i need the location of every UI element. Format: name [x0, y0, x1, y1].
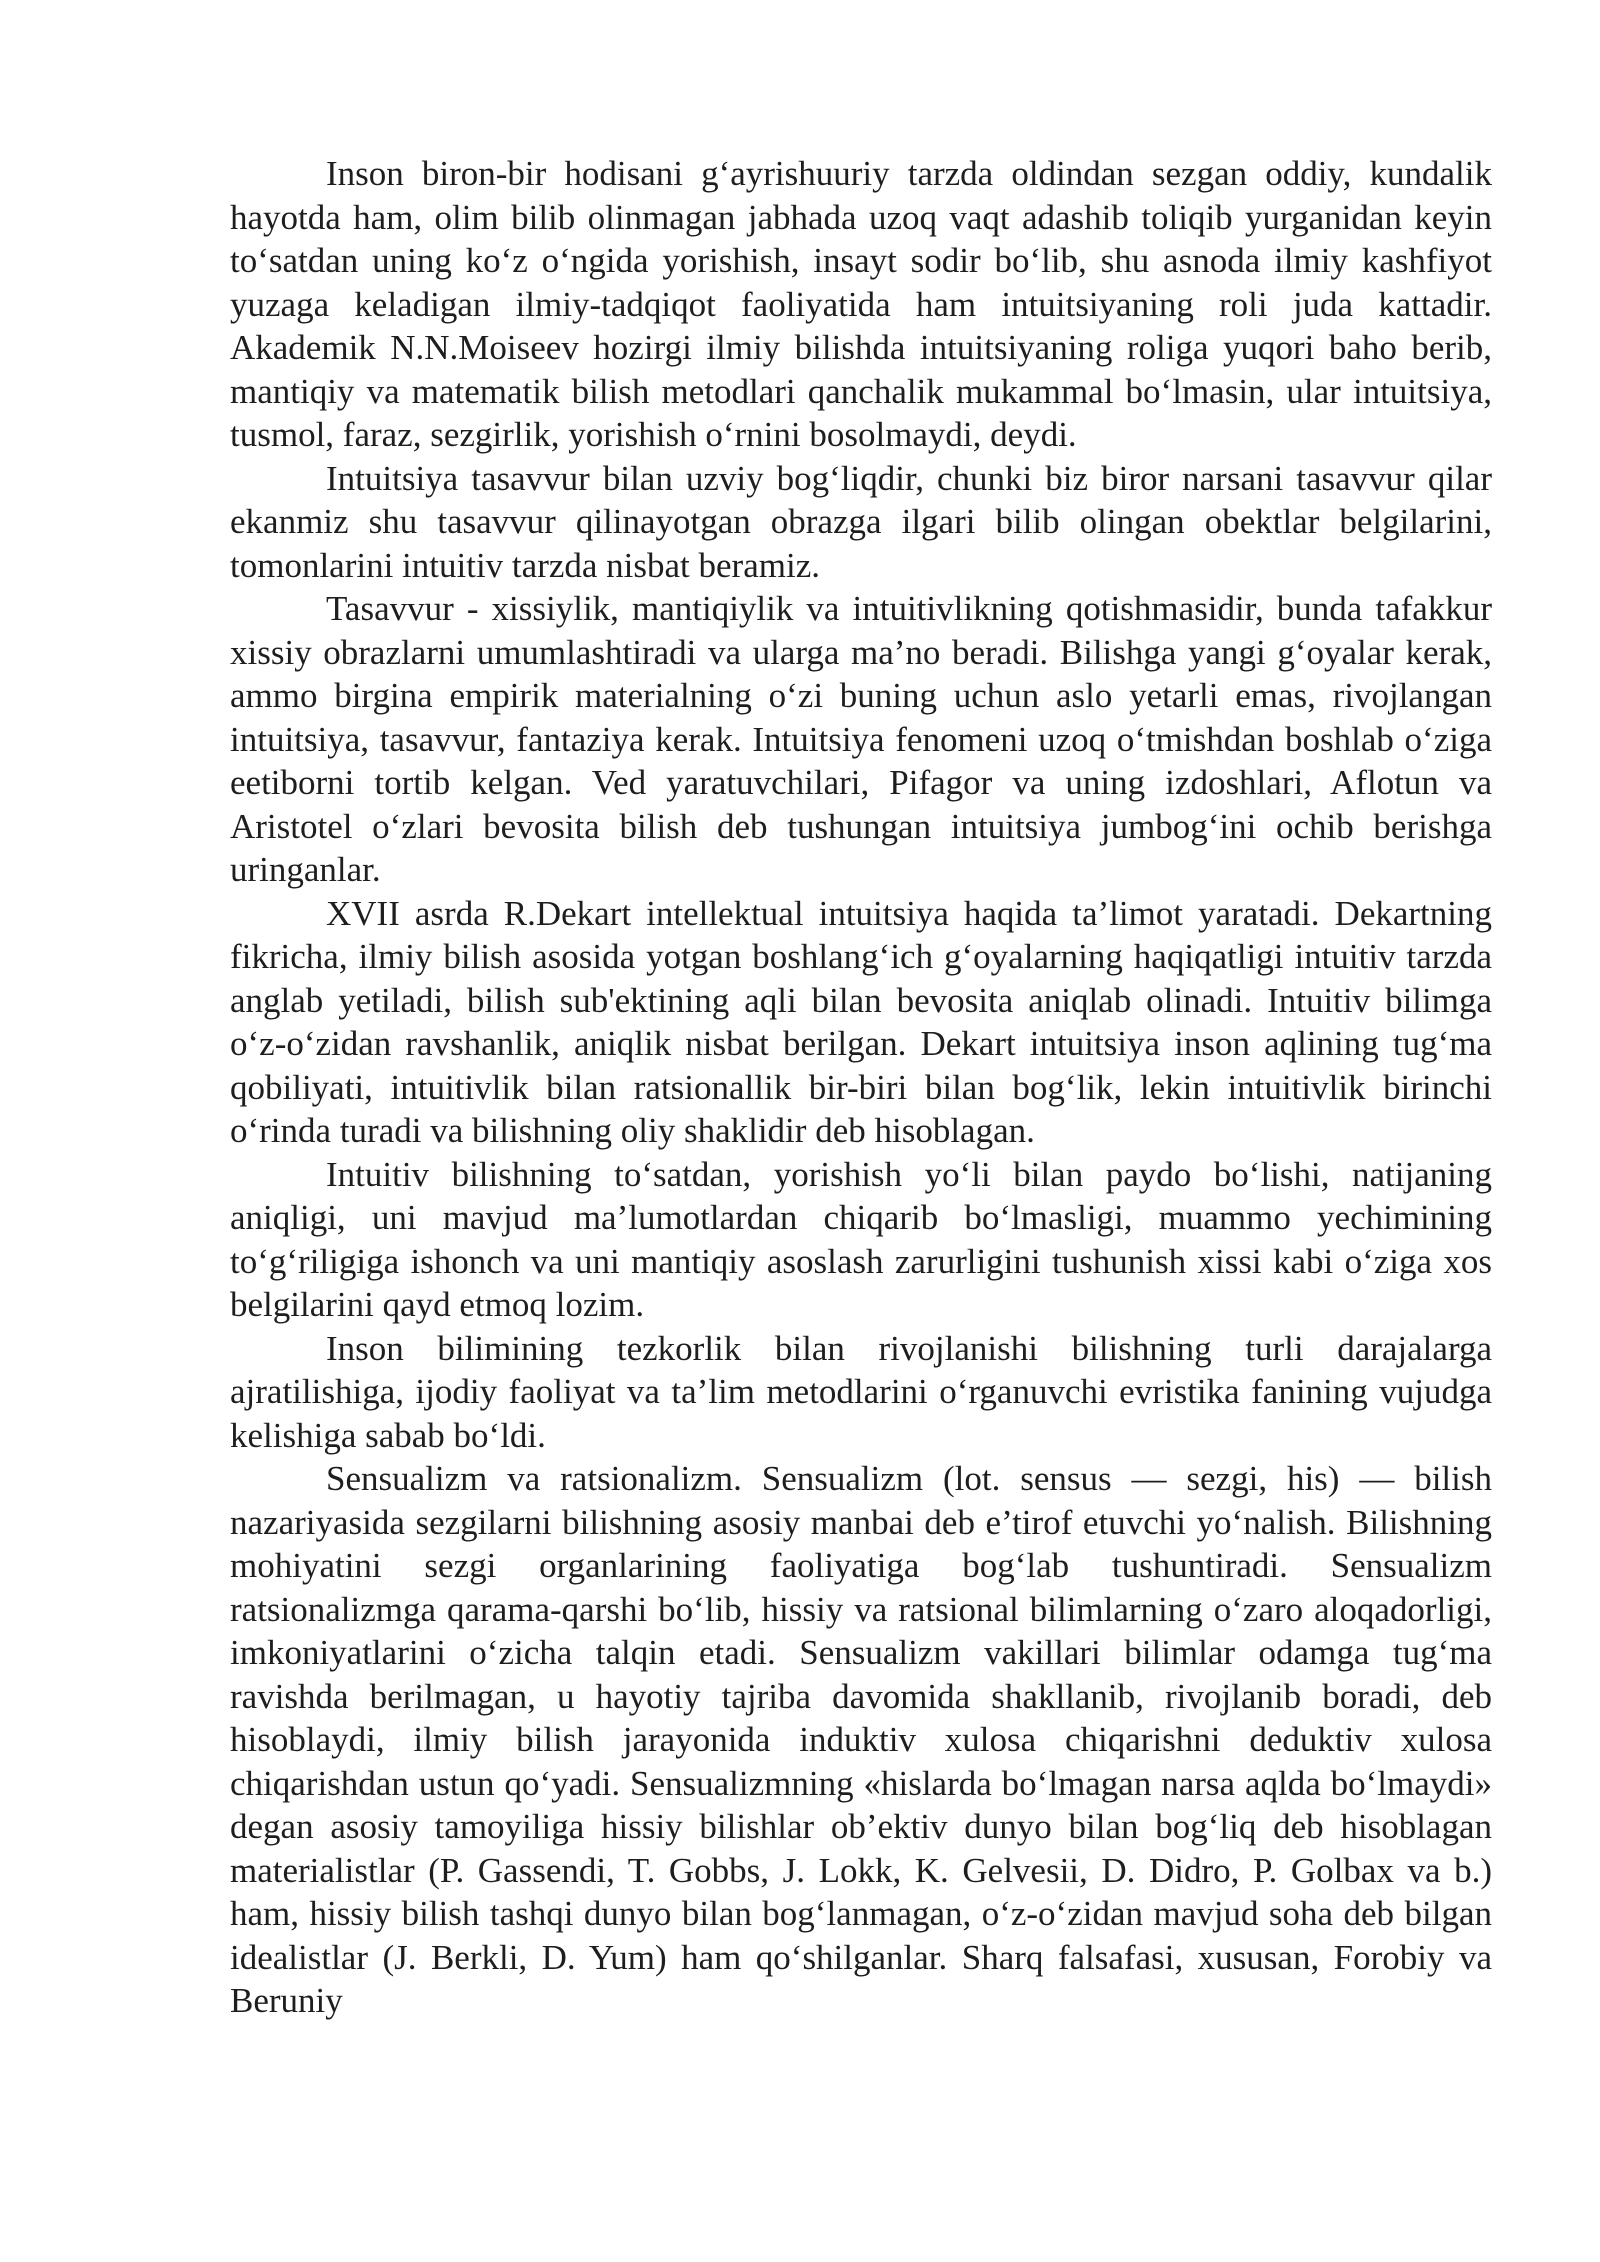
document-page [230, 152, 1492, 2023]
paragraph: Intuitsiya tasavvur bilan uzviy bog‘liqdir, chunki biz biror narsani tasavvur qilar ekanmiz shu tasavvur qilinayotgan obrazga ilgari bilib olingan obektlar belgilarini, tomonlarini intuitiv tarzda nisbat beramiz. [230, 458, 1492, 585]
paragraph: Inson biron-bir hodisani g‘ayrishuuriy tarzda oldindan sezgan oddiy, kundalik hayotda ham, olim bilib olinmagan jabhada uzoq vaqt adashib toliqib yurganidan keyin to‘satdan uning ko‘z o‘ngida yorishish, insayt sodir bo‘lib, shu asnoda ilmiy kashfiyot yuzaga keladigan ilmiy-tadqiqot faoliyatida ham intuitsiyaning roli juda kattadir. Akademik N.N.Moiseev hozirgi ilmiy bilishda intuitsiyaning roliga yuqori baho berib, mantiqiy va matematik bilish metodlari qanchalik mukammal bo‘lmasin, ular intuitsiya, tusmol, faraz, sezgirlik, yorishish o‘rnini bosolmaydi, deydi. [230, 154, 1492, 454]
paragraph: Inson bilimining tezkorlik bilan rivojlanishi bilishning turli darajalarga ajratilishiga, ijodiy faoliyat va ta’lim metodlarini o‘rganuvchi evristika fanining vujudga kelishiga sabab bo‘ldi. [230, 1328, 1492, 1455]
paragraph: XVII asrda R.Dekart intellektual intuitsiya haqida ta’limot yaratadi. Dekartning fikricha, ilmiy bilish asosida yotgan boshlang‘ich g‘oyalarning haqiqatligi intuitiv tarzda anglab yetiladi, bilish sub'ektining aqli bilan bevosita aniqlab olinadi. Intuitiv bilimga o‘z-o‘zidan ravshanlik, aniqlik nisbat berilgan. Dekart intuitsiya inson aqlining tug‘ma qobiliyati, intuitivlik bilan ratsionallik bir-biri bilan bog‘lik, lekin intuitivlik birinchi o‘rinda turadi va bilishning oliy shaklidir deb hisoblagan. [230, 893, 1492, 1150]
paragraph: Tasavvur - xissiylik, mantiqiylik va intuitivlikning qotishmasidir, bunda tafakkur xissiy obrazlarni umumlashtiradi va ularga ma’no beradi. Bilishga yangi g‘oyalar kerak, ammo birgina empirik materialning o‘zi buning uchun aslo yetarli emas, rivojlangan intuitsiya, tasavvur, fantaziya kerak. Intuitsiya fenomeni uzoq o‘tmishdan boshlab o‘ziga eetiborni tortib kelgan. Ved yaratuvchilari, Pifagor va uning izdoshlari, Aflotun va Aristotel o‘zlari bevosita bilish deb tushungan intuitsiya jumbog‘ini ochib berishga uringanlar. [230, 589, 1492, 889]
paragraph: Intuitiv bilishning to‘satdan, yorishish yo‘li bilan paydo bo‘lishi, natijaning aniqligi, uni mavjud ma’lumotlardan chiqarib bo‘lmasligi, muammo yechimining to‘g‘riligiga ishonch va uni mantiqiy asoslash zarurligini tushunish xissi kabi o‘ziga xos belgilarini qayd etmoq lozim. [230, 1154, 1492, 1324]
paragraph: Sensualizm va ratsionalizm. Sensualizm (lot. sensus — sezgi, his) — bilish nazariyasida sezgilarni bilishning asosiy manbai deb e’tirof etuvchi yo‘nalish. Bilishning mohiyatini sezgi organlarining faoliyatiga bog‘lab tushuntiradi. Sensualizm ratsionalizmga qarama-qarshi bo‘lib, hissiy va ratsional bilimlarning o‘zaro aloqadorligi, imkoniyatlarini o‘zicha talqin etadi. Sensualizm vakillari bilimlar odamga tug‘ma ravishda berilmagan, u hayotiy tajriba davomida shakllanib, rivojlanib boradi, deb hisoblaydi, ilmiy bilish jarayonida induktiv xulosa chiqarishni deduktiv xulosa chiqarishdan ustun qo‘yadi. Sensualizmning «hislarda bo‘lmagan narsa aqlda bo‘lmaydi» degan asosiy tamoyiliga hissiy bilishlar ob’ektiv dunyo bilan bog‘liq deb hisoblagan materialistlar (P. Gassendi, T. Gobbs, J. Lokk, K. Gelvesii, D. Didro, P. Golbax va b.) ham, hissiy bilish tashqi dunyo bilan bog‘lanmagan, o‘z-o‘zidan mavjud soha deb bilgan idealistlar (J. Berkli, D. Yum) ham qo‘shilganlar. Sharq falsafasi, xususan, Forobiy va Beruniy [230, 1459, 1492, 2020]
